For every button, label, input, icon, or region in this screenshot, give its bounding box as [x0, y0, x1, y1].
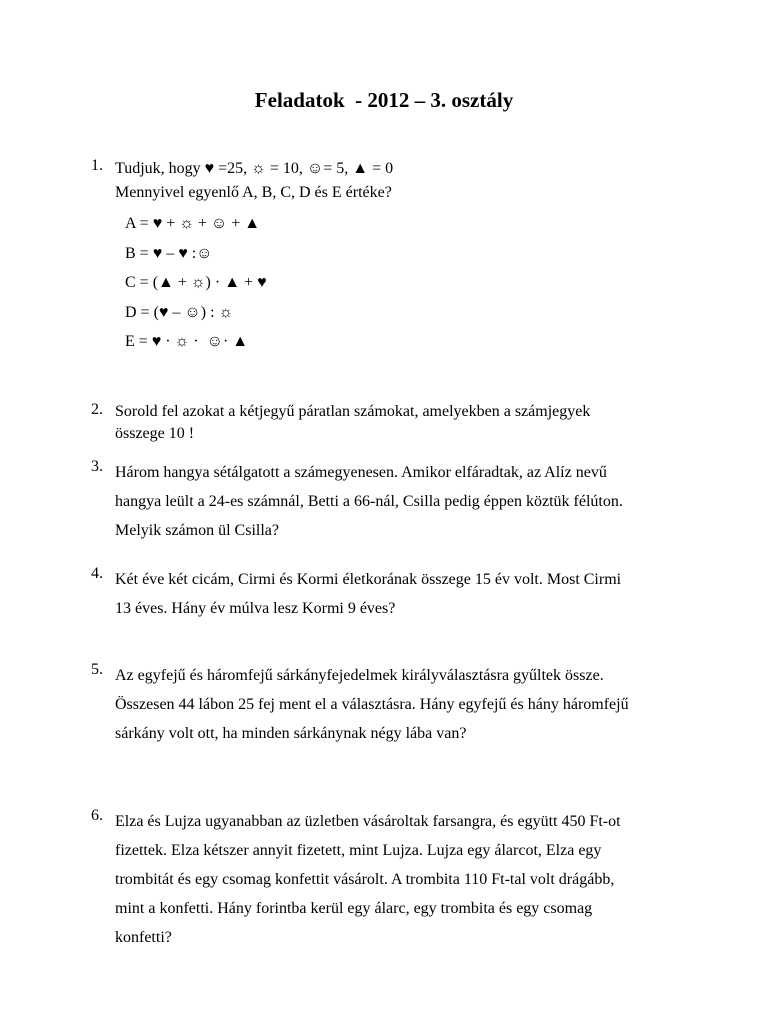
- problem-text-line: trombitát és egy csomag konfettit vásárolt. A trombita 110 Ft-tal volt drágább,: [115, 871, 615, 888]
- problem-text-line: Két éve két cicám, Cirmi és Kormi életkorának összege 15 év volt. Most Cirmi: [115, 571, 622, 588]
- equation-d: D = (♥ – ☺) : ☼: [125, 303, 234, 321]
- equation-list: [125, 209, 731, 357]
- problem-number: 4.: [91, 565, 103, 582]
- problem-text-line: mint a konfetti. Hány forintba kerül egy álarc, egy trombita és egy csomag: [115, 900, 593, 917]
- problem-text-line: Elza és Lujza ugyanabban az üzletben vásároltak farsangra, és együtt 450 Ft-ot: [115, 813, 621, 830]
- problem-number: 1.: [91, 157, 103, 174]
- problem-text-line: Sorold fel azokat a kétjegyű páratlan számokat, amelyekben a számjegyek: [115, 403, 591, 420]
- problem-3: [91, 458, 731, 545]
- problem-5: [91, 661, 731, 748]
- problem-text-line: Összesen 44 lábon 25 fej ment el a választásra. Hány egyfejű és hány háromfejű: [115, 696, 629, 713]
- problem-text-line: Az egyfejű és háromfejű sárkányfejedelmek királyválasztásra gyűltek össze.: [115, 667, 604, 684]
- problem-text-line: konfetti?: [115, 929, 172, 946]
- problem-text-line: sárkány volt ott, ha minden sárkánynak négy lába van?: [115, 725, 467, 742]
- equation-c: C = (▲ + ☼) · ▲ + ♥: [125, 274, 267, 291]
- problem-number: 5.: [91, 661, 103, 678]
- problem-4: [91, 565, 731, 623]
- problem-1: [91, 157, 731, 357]
- problem-text-line: 13 éves. Hány év múlva lesz Kormi 9 éves?: [115, 600, 396, 617]
- problem-2: [91, 401, 731, 445]
- problem-text-line: Három hangya sétálgatott a számegyenesen. Amikor elfáradtak, az Alíz nevű: [115, 464, 607, 481]
- problem-text-line: hangya leült a 24-es számnál, Betti a 66-nál, Csilla pedig éppen köztük félúton.: [115, 493, 623, 510]
- problem-text-line: fizettek. Elza kétszer annyit fizetett, mint Lujza. Lujza egy álarcot, Elza egy: [115, 842, 602, 859]
- equation-b: B = ♥ – ♥ :☺: [125, 244, 213, 262]
- problem-text-line: Mennyivel egyenlő A, B, C, D és E értéke?: [115, 184, 392, 201]
- problem-number: 6.: [91, 807, 103, 824]
- page-title: Feladatok - 2012 – 3. osztály: [254, 88, 514, 112]
- equation-a: A = ♥ + ☼ + ☺ + ▲: [125, 215, 261, 232]
- problem-number: 3.: [91, 458, 103, 475]
- problem-number: 2.: [91, 401, 103, 418]
- problem-6: [91, 807, 731, 952]
- problem-text-line: összege 10 !: [115, 425, 195, 442]
- equation-e: E = ♥ · ☼ · ☺· ▲: [125, 333, 249, 350]
- problem-text-line: Tudjuk, hogy ♥ =25, ☼ = 10, ☺= 5, ▲ = 0: [115, 160, 394, 177]
- problem-text-line: Melyik számon ül Csilla?: [115, 522, 279, 539]
